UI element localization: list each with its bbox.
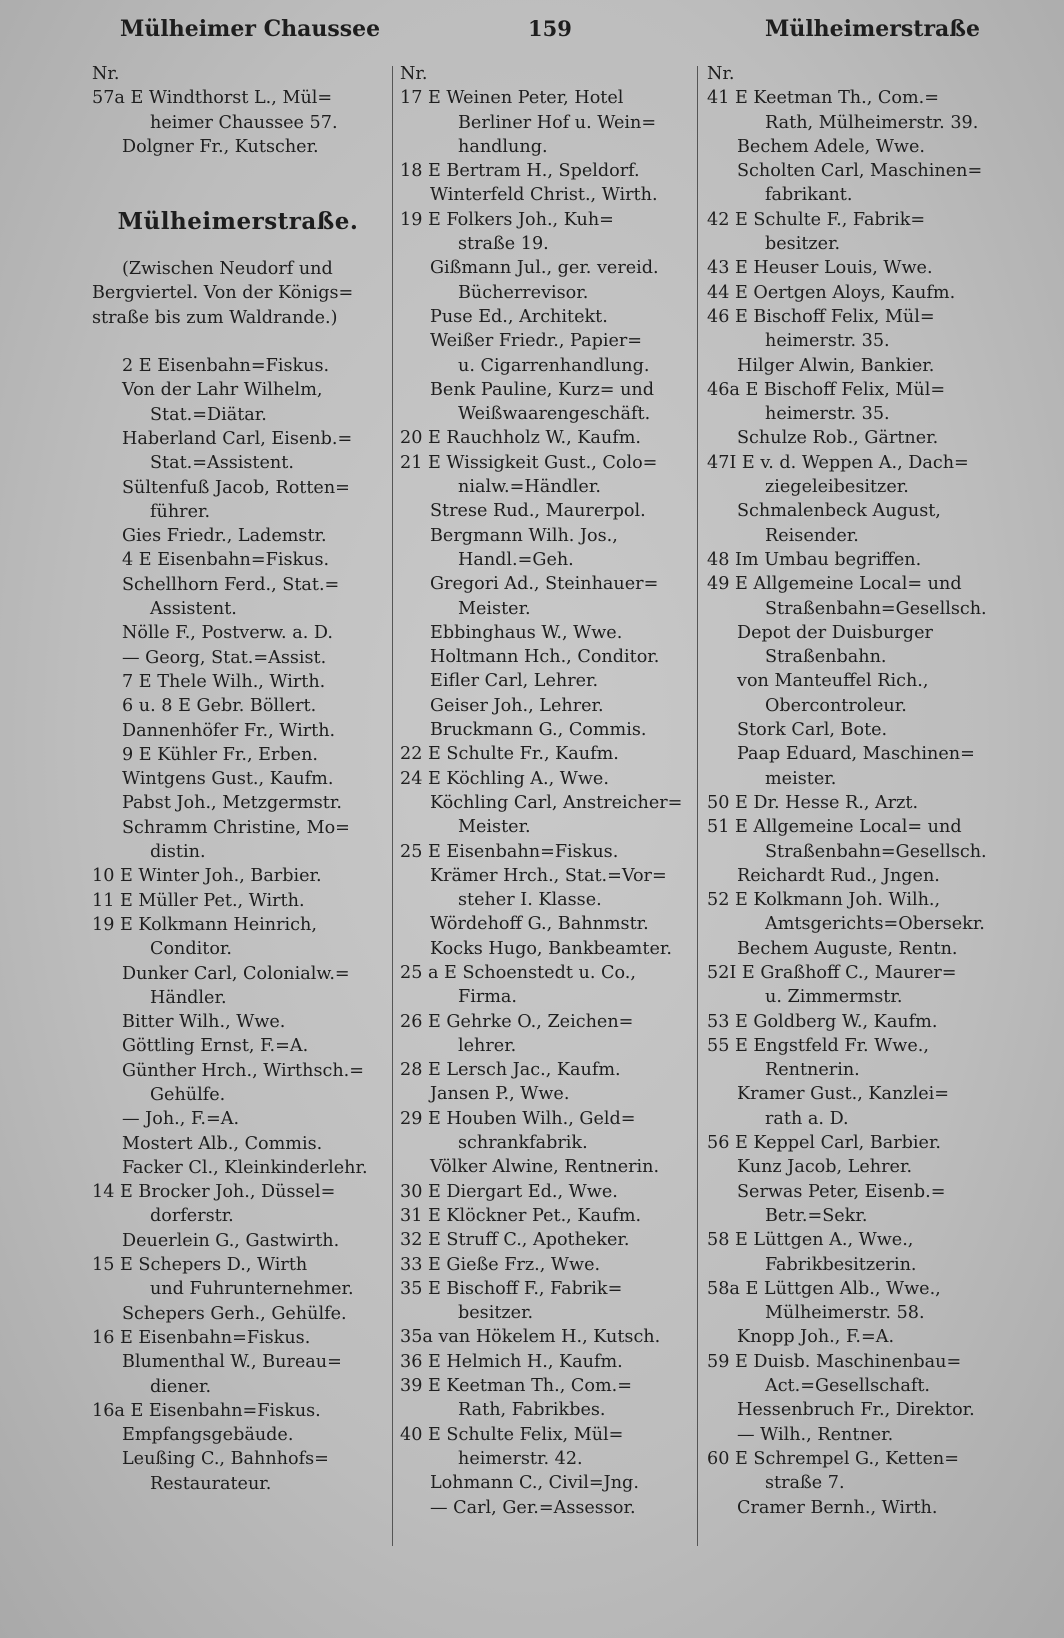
entry: 39 E Keetman Th., Com.=	[400, 1376, 632, 1397]
entry: Deuerlein G., Gastwirth.	[122, 1230, 340, 1251]
entry: Mülheimerstr. 58.	[765, 1303, 925, 1324]
entry: 46a E Bischoff Felix, Mül=	[707, 379, 946, 400]
entry: Facker Cl., Kleinkinderlehr.	[122, 1157, 368, 1178]
spacer	[92, 330, 384, 354]
entry: 14 E Brocker Joh., Düssel=	[92, 1182, 336, 1203]
entry: Dannenhöfer Fr., Wirth.	[122, 720, 336, 741]
entry: 35 E Bischoff F., Fabrik=	[400, 1278, 623, 1299]
entry: Rentnerin.	[765, 1060, 860, 1081]
spacer	[92, 159, 384, 207]
entry: handlung.	[458, 136, 548, 157]
entry: — Carl, Ger.=Assessor.	[430, 1497, 636, 1518]
entry: Meister.	[458, 817, 531, 838]
street-title: Mülheimerstraße.	[117, 208, 359, 236]
entry: 33 E Gieße Frz., Wwe.	[400, 1254, 601, 1275]
entry: besitzer.	[458, 1303, 534, 1324]
entry: straße 19.	[458, 234, 549, 255]
entry: Hilger Alwin, Bankier.	[737, 355, 935, 376]
entry: 21 E Wissigkeit Gust., Colo=	[400, 452, 658, 473]
entry: 51 E Allgemeine Local= und	[707, 817, 962, 838]
entry: Pabst Joh., Metzgermstr.	[122, 793, 342, 814]
entry: 41 E Keetman Th., Com.=	[707, 88, 939, 109]
column-2	[400, 62, 690, 1520]
entry: 26 E Gehrke O., Zeichen=	[400, 1011, 634, 1032]
entry: Weißer Friedr., Papier=	[430, 331, 643, 352]
column-divider-1	[392, 66, 393, 1546]
entry: Bruckmann G., Commis.	[430, 720, 647, 741]
entry: Wördehoff G., Bahnmstr.	[430, 914, 649, 935]
entry: 52I E Graßhoff C., Maurer=	[707, 962, 957, 983]
entry: 22 E Schulte Fr., Kaufm.	[400, 744, 619, 765]
entry: Gißmann Jul., ger. vereid.	[430, 258, 659, 279]
entry: Blumenthal W., Bureau=	[122, 1352, 342, 1373]
entry: Schepers Gerh., Gehülfe.	[122, 1303, 347, 1324]
entry: 4 E Eisenbahn=Fiskus.	[122, 550, 330, 571]
entry: — Wilh., Rentner.	[737, 1424, 894, 1445]
entry: Lohmann C., Civil=Jng.	[430, 1473, 639, 1494]
entry: 28 E Lersch Jac., Kaufm.	[400, 1060, 621, 1081]
entry: Meister.	[458, 598, 531, 619]
entry: von Manteuffel Rich.,	[737, 671, 929, 692]
entry: Fabrikbesitzerin.	[765, 1254, 917, 1275]
entry: heimerstr. 35.	[765, 331, 890, 352]
nr-label: Nr.	[92, 64, 120, 84]
column-1	[92, 62, 384, 1496]
entry: Bechem Adele, Wwe.	[737, 136, 925, 157]
nr-label: Nr.	[400, 64, 428, 84]
entry: Benk Pauline, Kurz= und	[430, 379, 655, 400]
entry: diener.	[150, 1376, 212, 1397]
entry: Gehülfe.	[150, 1084, 226, 1105]
entry: führer.	[150, 501, 211, 522]
entry: 2 E Eisenbahn=Fiskus.	[122, 356, 330, 377]
page-number: 159	[528, 16, 572, 41]
entry: Holtmann Hch., Conditor.	[430, 647, 660, 668]
entry: Depot der Duisburger	[737, 622, 933, 643]
entry: Restaurateur.	[150, 1473, 272, 1494]
entry: Haberland Carl, Eisenb.=	[122, 428, 353, 449]
entry: 29 E Houben Wilh., Geld=	[400, 1108, 636, 1129]
entry: Nölle F., Postverw. a. D.	[122, 623, 333, 644]
entry: Betr.=Sekr.	[765, 1205, 868, 1226]
entry: heimerstr. 42.	[458, 1448, 583, 1469]
entry: Paap Eduard, Maschinen=	[737, 744, 975, 765]
entry: und Fuhrunternehmer.	[150, 1279, 354, 1300]
street-description: straße bis zum Waldrande.)	[92, 307, 338, 328]
entry: Act.=Gesellschaft.	[765, 1376, 931, 1397]
entry: Gies Friedr., Lademstr.	[122, 526, 327, 547]
entry: Dunker Carl, Colonialw.=	[122, 963, 350, 984]
entry: 25 E Eisenbahn=Fiskus.	[400, 841, 619, 862]
entry: 11 E Müller Pet., Wirth.	[92, 890, 305, 911]
entry: Krämer Hrch., Stat.=Vor=	[430, 865, 667, 886]
entry: Schulze Rob., Gärtner.	[737, 428, 939, 449]
entry: Cramer Bernh., Wirth.	[737, 1497, 938, 1518]
entry: 6 u. 8 E Gebr. Böllert.	[122, 696, 317, 717]
entry: Assistent.	[150, 599, 237, 620]
entry: meister.	[765, 768, 837, 789]
entry: Kunz Jacob, Lehrer.	[737, 1157, 913, 1178]
entry: Puse Ed., Architekt.	[430, 306, 608, 327]
entry: Händler.	[150, 987, 227, 1008]
entry: Amtsgerichts=Obersekr.	[765, 914, 985, 935]
entry: 46 E Bischoff Felix, Mül=	[707, 306, 935, 327]
entry: Rath, Mülheimerstr. 39.	[765, 112, 979, 133]
entry: 43 E Heuser Louis, Wwe.	[707, 258, 933, 279]
entry: Von der Lahr Wilhelm,	[122, 380, 323, 401]
entry: 57a E Windthorst L., Mül=	[92, 88, 333, 109]
entry: Schellhorn Ferd., Stat.=	[122, 574, 340, 595]
entry: 32 E Struff C., Apotheker.	[400, 1230, 630, 1251]
entry: Handl.=Geh.	[458, 549, 574, 570]
entry: Wintgens Gust., Kaufm.	[122, 769, 334, 790]
entry: Reisender.	[765, 525, 859, 546]
entry: 48 Im Umbau begriffen.	[707, 549, 922, 570]
entry: — Georg, Stat.=Assist.	[122, 647, 327, 668]
entry: Bechem Auguste, Rentn.	[737, 938, 958, 959]
entry: Göttling Ernst, F.=A.	[122, 1036, 309, 1057]
entry: Günther Hrch., Wirthsch.=	[122, 1060, 365, 1081]
entry: 47I E v. d. Weppen A., Dach=	[707, 452, 969, 473]
street-description: Bergviertel. Von der Königs=	[92, 283, 354, 304]
entry: Knopp Joh., F.=A.	[737, 1327, 895, 1348]
entry: Bücherrevisor.	[458, 282, 589, 303]
entry: 60 E Schrempel G., Ketten=	[707, 1448, 959, 1469]
entry: fabrikant.	[765, 185, 853, 206]
entry: 58 E Lüttgen A., Wwe.,	[707, 1230, 914, 1251]
entry: schrankfabrik.	[458, 1133, 588, 1154]
entry: 24 E Köchling A., Wwe.	[400, 768, 609, 789]
entry: Völker Alwine, Rentnerin.	[430, 1157, 660, 1178]
entry: 10 E Winter Joh., Barbier.	[92, 866, 322, 887]
entry: 9 E Kühler Fr., Erben.	[122, 744, 318, 765]
entry: Leußing C., Bahnhofs=	[122, 1449, 329, 1470]
entry: Straßenbahn=Gesellsch.	[765, 598, 987, 619]
entry: Firma.	[458, 987, 518, 1008]
entry: Dolgner Fr., Kutscher.	[122, 136, 319, 157]
entry: Kramer Gust., Kanzlei=	[737, 1084, 950, 1105]
entry: 53 E Goldberg W., Kaufm.	[707, 1011, 938, 1032]
entry: 55 E Engstfeld Fr. Wwe.,	[707, 1035, 929, 1056]
entry: Bergmann Wilh. Jos.,	[430, 525, 618, 546]
entry: Mostert Alb., Commis.	[122, 1133, 323, 1154]
entry: straße 7.	[765, 1473, 845, 1494]
entry: Eifler Carl, Lehrer.	[430, 671, 599, 692]
entry: 7 E Thele Wilh., Wirth.	[122, 671, 326, 692]
entry: steher I. Klasse.	[458, 890, 602, 911]
entry: nialw.=Händler.	[458, 477, 601, 498]
page-header	[80, 16, 980, 52]
entry: distin.	[150, 842, 206, 863]
entry: Stork Carl, Bote.	[737, 720, 888, 741]
entry: Reichardt Rud., Jngen.	[737, 865, 940, 886]
entry: 56 E Keppel Carl, Barbier.	[707, 1133, 942, 1154]
entry: 15 E Schepers D., Wirth	[92, 1255, 308, 1276]
entry: Sültenfuß Jacob, Rotten=	[122, 477, 350, 498]
entry: 16a E Eisenbahn=Fiskus.	[92, 1400, 321, 1421]
entry: Straßenbahn.	[765, 647, 887, 668]
entry: Empfangsgebäude.	[122, 1425, 294, 1446]
entry: Geiser Joh., Lehrer.	[430, 695, 604, 716]
entry: 35a van Hökelem H., Kutsch.	[400, 1327, 661, 1348]
entry: Ebbinghaus W., Wwe.	[430, 622, 623, 643]
column-3	[707, 62, 997, 1520]
entry: 19 E Kolkmann Heinrich,	[92, 914, 317, 935]
entry: Gregori Ad., Steinhauer=	[430, 574, 659, 595]
entry: 18 E Bertram H., Speldorf.	[400, 161, 640, 182]
entry: besitzer.	[765, 234, 841, 255]
header-right-street: Mülheimerstraße	[764, 16, 980, 42]
entry: Schramm Christine, Mo=	[122, 817, 350, 838]
entry: Serwas Peter, Eisenb.=	[737, 1181, 946, 1202]
entry: 36 E Helmich H., Kaufm.	[400, 1351, 623, 1372]
street-description: (Zwischen Neudorf und	[122, 259, 333, 280]
entry: 50 E Dr. Hesse R., Arzt.	[707, 792, 919, 813]
nr-label: Nr.	[707, 64, 735, 84]
entry: 52 E Kolkmann Joh. Wilh.,	[707, 890, 941, 911]
entry: 58a E Lüttgen Alb., Wwe.,	[707, 1278, 941, 1299]
entry: Stat.=Diätar.	[150, 404, 267, 425]
entry: Hessenbruch Fr., Direktor.	[737, 1400, 975, 1421]
entry: Kocks Hugo, Bankbeamter.	[430, 938, 672, 959]
entry: 40 E Schulte Felix, Mül=	[400, 1424, 624, 1445]
entry: heimerstr. 35.	[765, 404, 890, 425]
entry: Bitter Wilh., Wwe.	[122, 1012, 286, 1033]
entry: 19 E Folkers Joh., Kuh=	[400, 209, 614, 230]
entry: 59 E Duisb. Maschinenbau=	[707, 1351, 962, 1372]
entry: Köchling Carl, Anstreicher=	[430, 792, 683, 813]
entry: dorferstr.	[150, 1206, 234, 1227]
entry: 17 E Weinen Peter, Hotel	[400, 88, 624, 109]
entry: ziegeleibesitzer.	[765, 477, 909, 498]
entry: 49 E Allgemeine Local= und	[707, 574, 962, 595]
entry: u. Cigarrenhandlung.	[458, 355, 650, 376]
header-left-street: Mülheimer Chaussee	[120, 16, 381, 42]
entry: Rath, Fabrikbes.	[458, 1400, 606, 1421]
entry: 42 E Schulte F., Fabrik=	[707, 209, 926, 230]
entry: u. Zimmermstr.	[765, 987, 903, 1008]
entry: Jansen P., Wwe.	[430, 1084, 570, 1105]
entry: rath a. D.	[765, 1108, 849, 1129]
entry: 44 E Oertgen Aloys, Kaufm.	[707, 282, 956, 303]
entry: lehrer.	[458, 1035, 517, 1056]
entry: heimer Chaussee 57.	[150, 112, 338, 133]
entry: 25 a E Schoenstedt u. Co.,	[400, 962, 636, 983]
entry: Scholten Carl, Maschinen=	[737, 161, 983, 182]
entry: Stat.=Assistent.	[150, 453, 294, 474]
entry: Obercontroleur.	[765, 695, 907, 716]
entry: 30 E Diergart Ed., Wwe.	[400, 1181, 618, 1202]
entry: Schmalenbeck August,	[737, 501, 941, 522]
entry: 20 E Rauchholz W., Kaufm.	[400, 428, 642, 449]
entry: 16 E Eisenbahn=Fiskus.	[92, 1327, 311, 1348]
entry: Weißwaarengeschäft.	[458, 404, 651, 425]
entry: — Joh., F.=A.	[122, 1109, 240, 1130]
entry: Conditor.	[150, 939, 233, 960]
column-divider-2	[697, 66, 698, 1546]
entry: Winterfeld Christ., Wirth.	[430, 185, 658, 206]
entry: Strese Rud., Maurerpol.	[430, 501, 646, 522]
entry: Berliner Hof u. Wein=	[458, 112, 657, 133]
entry: Straßenbahn=Gesellsch.	[765, 841, 987, 862]
entry: 31 E Klöckner Pet., Kaufm.	[400, 1205, 642, 1226]
